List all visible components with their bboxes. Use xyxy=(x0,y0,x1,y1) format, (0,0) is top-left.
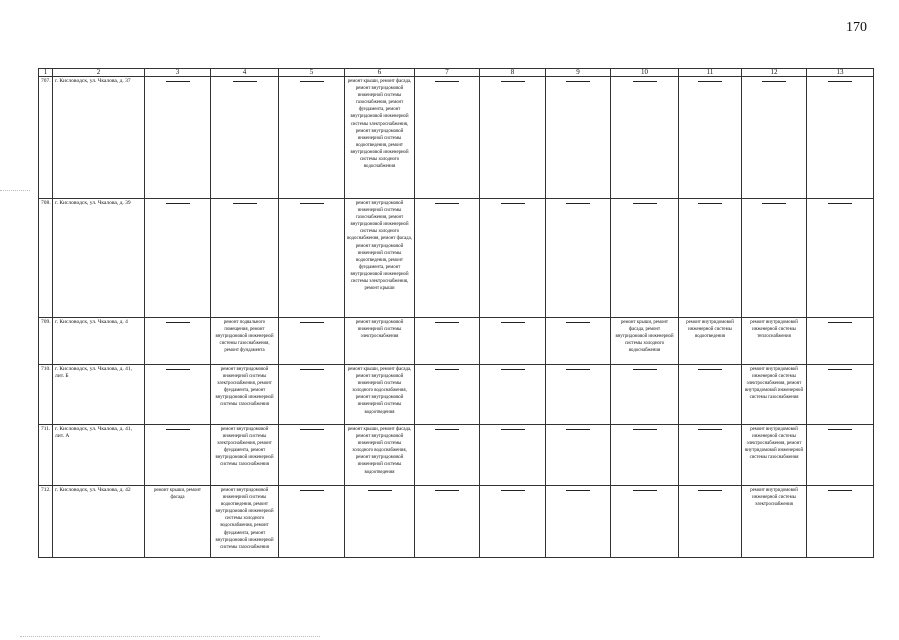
empty-dash xyxy=(633,490,657,491)
table-row xyxy=(39,199,874,318)
empty-dash xyxy=(698,203,722,204)
empty-dash xyxy=(166,429,190,430)
cell-col-8 xyxy=(480,365,546,425)
cell-col-8 xyxy=(480,486,546,558)
cell-col-7 xyxy=(415,486,480,558)
empty-dash xyxy=(828,490,852,491)
empty-dash xyxy=(166,81,190,82)
empty-dash xyxy=(501,322,525,323)
cell-col-13 xyxy=(807,365,874,425)
empty-dash xyxy=(435,490,459,491)
empty-dash xyxy=(166,369,190,370)
cell-col-8 xyxy=(480,77,546,199)
row-address: г. Кисловодск, ул. Чкалова, д. 37 xyxy=(53,77,145,199)
cell-col-11 xyxy=(679,199,742,318)
cell-col-3 xyxy=(145,199,211,318)
cell-col-11 xyxy=(679,365,742,425)
cell-col-6 xyxy=(345,486,415,558)
empty-dash xyxy=(435,429,459,430)
cell-col-6: ремонт внутридомовой инженерной системы электроснабжения xyxy=(345,318,415,365)
empty-dash xyxy=(762,81,786,82)
cell-col-12: ремонт внутридомовой инженерной системы электроснабжения xyxy=(742,486,807,558)
cell-col-4: ремонт подвального помещения, ремонт внутридомовой инженерной системы газоснабжения, ремонт фундамента xyxy=(211,318,279,365)
column-header: 2 xyxy=(53,69,145,77)
scan-artifact-line xyxy=(0,190,30,191)
row-address: г. Кисловодск, ул. Чкалова, д. 41, лит. А xyxy=(53,425,145,486)
cell-col-12: ремонт внутридомовой инженерной системы электроснабжения, ремонт внутридомовой инженерной системы газоснабжения xyxy=(742,365,807,425)
row-number: 708. xyxy=(39,199,53,318)
empty-dash xyxy=(368,490,392,491)
cell-col-7 xyxy=(415,77,480,199)
column-header: 11 xyxy=(679,69,742,77)
empty-dash xyxy=(633,203,657,204)
cell-col-8 xyxy=(480,199,546,318)
cell-col-13 xyxy=(807,425,874,486)
cell-col-3 xyxy=(145,318,211,365)
table-row xyxy=(39,425,874,486)
table-row xyxy=(39,365,874,425)
empty-dash xyxy=(233,203,257,204)
scan-artifact-line xyxy=(20,636,320,637)
column-header: 10 xyxy=(611,69,679,77)
empty-dash xyxy=(698,429,722,430)
cell-col-4 xyxy=(211,77,279,199)
cell-col-10 xyxy=(611,486,679,558)
column-number-row xyxy=(39,69,874,77)
cell-col-3 xyxy=(145,77,211,199)
cell-col-11: ремонт внутридомовой инженерной системы водоотведения xyxy=(679,318,742,365)
empty-dash xyxy=(501,429,525,430)
empty-dash xyxy=(566,369,590,370)
cell-col-4 xyxy=(211,199,279,318)
empty-dash xyxy=(828,81,852,82)
cell-col-4: ремонт внутридомовой инженерной системы электроснабжения, ремонт фундамента, ремонт внутридомовой инженерной системы газоснабжения xyxy=(211,365,279,425)
column-header: 4 xyxy=(211,69,279,77)
cell-col-12 xyxy=(742,199,807,318)
empty-dash xyxy=(435,322,459,323)
cell-col-5 xyxy=(279,318,345,365)
column-header: 8 xyxy=(480,69,546,77)
empty-dash xyxy=(300,490,324,491)
column-header: 7 xyxy=(415,69,480,77)
cell-col-10 xyxy=(611,425,679,486)
cell-col-12 xyxy=(742,77,807,199)
cell-col-7 xyxy=(415,199,480,318)
empty-dash xyxy=(300,203,324,204)
cell-col-7 xyxy=(415,425,480,486)
empty-dash xyxy=(633,369,657,370)
cell-col-10: ремонт крыши, ремонт фасада, ремонт внутридомовой инженерной системы холодного водоснабжения xyxy=(611,318,679,365)
empty-dash xyxy=(633,81,657,82)
cell-col-8 xyxy=(480,318,546,365)
empty-dash xyxy=(435,81,459,82)
cell-col-9 xyxy=(546,365,611,425)
row-address: г. Кисловодск, ул. Чкалова, д. 42 xyxy=(53,486,145,558)
cell-col-8 xyxy=(480,425,546,486)
cell-col-4: ремонт внутридомовой инженерной системы водоотведения, ремонт внутридомовой инженерной системы холодного водоснабжения, ремонт фундамента, ремонт внутридомовой инженерной системы газоснабжения xyxy=(211,486,279,558)
column-header: 5 xyxy=(279,69,345,77)
cell-col-6: ремонт крыши, ремонт фасада, ремонт внутридомовой инженерной системы холодного водоснабжения, ремонт внутридомовой инженерной системы водоотведения xyxy=(345,365,415,425)
column-header: 3 xyxy=(145,69,211,77)
empty-dash xyxy=(300,81,324,82)
cell-col-13 xyxy=(807,318,874,365)
empty-dash xyxy=(166,322,190,323)
cell-col-10 xyxy=(611,365,679,425)
empty-dash xyxy=(501,203,525,204)
cell-col-4: ремонт внутридомовой инженерной системы электроснабжения, ремонт фундамента, ремонт внутридомовой инженерной системы газоснабжения xyxy=(211,425,279,486)
cell-col-9 xyxy=(546,486,611,558)
empty-dash xyxy=(828,369,852,370)
table-row xyxy=(39,486,874,558)
empty-dash xyxy=(300,322,324,323)
column-header: 13 xyxy=(807,69,874,77)
cell-col-5 xyxy=(279,365,345,425)
row-number: 710. xyxy=(39,365,53,425)
cell-col-11 xyxy=(679,425,742,486)
cell-col-13 xyxy=(807,486,874,558)
empty-dash xyxy=(566,490,590,491)
column-header: 6 xyxy=(345,69,415,77)
empty-dash xyxy=(698,490,722,491)
row-number: 707. xyxy=(39,77,53,199)
empty-dash xyxy=(300,369,324,370)
cell-col-9 xyxy=(546,425,611,486)
empty-dash xyxy=(300,429,324,430)
cell-col-5 xyxy=(279,486,345,558)
cell-col-11 xyxy=(679,486,742,558)
row-address: г. Кисловодск, ул. Чкалова, д. 41, лит. Б xyxy=(53,365,145,425)
row-number: 709. xyxy=(39,318,53,365)
empty-dash xyxy=(566,203,590,204)
cell-col-12: ремонт внутридомовой инженерной системы теплоснабжения xyxy=(742,318,807,365)
empty-dash xyxy=(828,429,852,430)
cell-col-10 xyxy=(611,199,679,318)
empty-dash xyxy=(828,322,852,323)
row-number: 711. xyxy=(39,425,53,486)
page-number: 170 xyxy=(846,20,867,35)
cell-col-5 xyxy=(279,77,345,199)
table-row xyxy=(39,318,874,365)
cell-col-3: ремонт крыши, ремонт фасада xyxy=(145,486,211,558)
column-header: 1 xyxy=(39,69,53,77)
cell-col-9 xyxy=(546,199,611,318)
column-header: 12 xyxy=(742,69,807,77)
cell-col-13 xyxy=(807,199,874,318)
cell-col-3 xyxy=(145,365,211,425)
empty-dash xyxy=(435,203,459,204)
row-address: г. Кисловодск, ул. Чкалова, д. 39 xyxy=(53,199,145,318)
cell-col-7 xyxy=(415,365,480,425)
cell-col-6: ремонт крыши, ремонт фасада, ремонт внутридомовой инженерной системы холодного водоснабжения, ремонт внутридомовой инженерной системы водоотведения xyxy=(345,425,415,486)
empty-dash xyxy=(633,429,657,430)
cell-col-12: ремонт внутридомовой инженерной системы электроснабжения, ремонт внутридомовой инженерной системы газоснабжения xyxy=(742,425,807,486)
cell-col-3 xyxy=(145,425,211,486)
empty-dash xyxy=(566,429,590,430)
empty-dash xyxy=(233,81,257,82)
cell-col-5 xyxy=(279,425,345,486)
cell-col-7 xyxy=(415,318,480,365)
empty-dash xyxy=(698,81,722,82)
empty-dash xyxy=(762,203,786,204)
empty-dash xyxy=(501,81,525,82)
cell-col-11 xyxy=(679,77,742,199)
empty-dash xyxy=(698,369,722,370)
column-header: 9 xyxy=(546,69,611,77)
cell-col-6: ремонт внутридомовой инженерной системы газоснабжения, ремонт внутридомовой инженерной системы холодного водоснабжения, ремонт фасада, ремонт внутридомовой инженерной системы водоотведения, ремонт фундамента, ремонт внутридомовой инженерной системы электроснабжения, ремонт крыши xyxy=(345,199,415,318)
empty-dash xyxy=(166,203,190,204)
table-row xyxy=(39,77,874,199)
cell-col-13 xyxy=(807,77,874,199)
cell-col-9 xyxy=(546,77,611,199)
empty-dash xyxy=(566,322,590,323)
cell-col-6: ремонт крыши, ремонт фасада, ремонт внутридомовой инженерной системы газоснабжения, ремонт фундамента, ремонт внутридомовой инженерной системы электроснабжения, ремонт внутридомовой инженерной системы водоотведения, ремонт внутридомовой инженерной системы холодного водоснабжения xyxy=(345,77,415,199)
row-address: г. Кисловодск, ул. Чкалова, д. 4 xyxy=(53,318,145,365)
cell-col-5 xyxy=(279,199,345,318)
empty-dash xyxy=(828,203,852,204)
row-number: 712. xyxy=(39,486,53,558)
empty-dash xyxy=(501,369,525,370)
empty-dash xyxy=(566,81,590,82)
capital-repair-table xyxy=(38,68,874,558)
cell-col-9 xyxy=(546,318,611,365)
empty-dash xyxy=(435,369,459,370)
empty-dash xyxy=(501,490,525,491)
cell-col-10 xyxy=(611,77,679,199)
